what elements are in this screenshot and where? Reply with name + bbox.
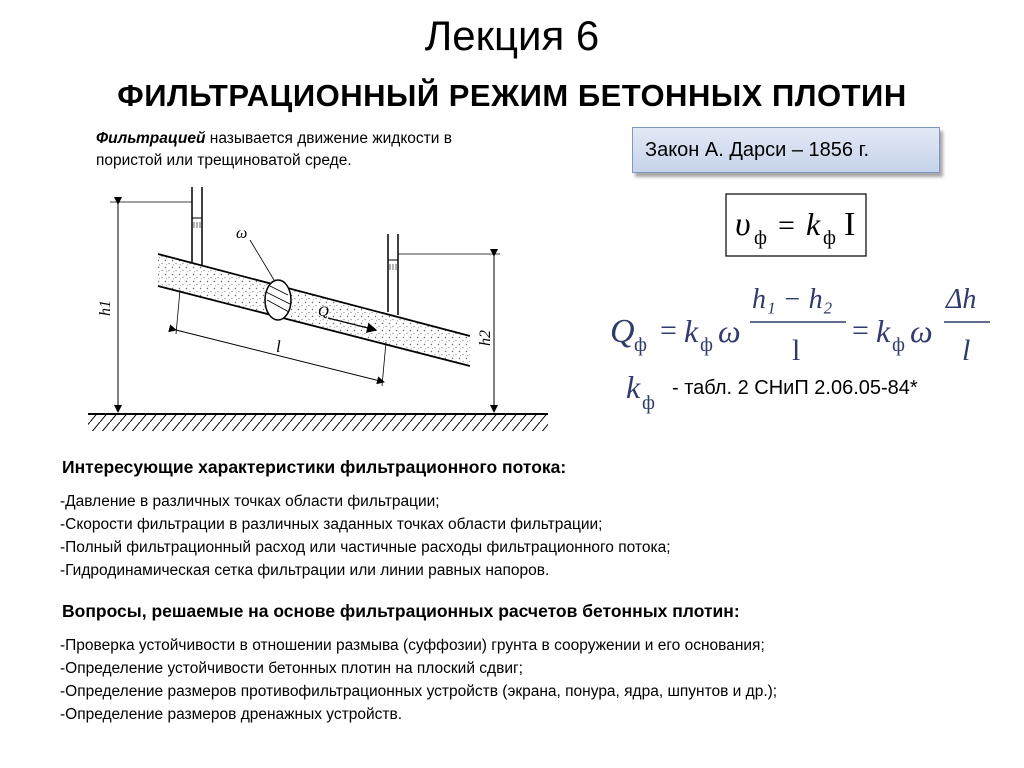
list-item: -Проверка устойчивости в отношении размыва (суффозии) грунта в сооружении и его основания; <box>60 637 765 654</box>
definition-text <box>96 128 596 172</box>
definition-line1: называется движение жидкости в <box>205 130 452 147</box>
list-item: -Давление в различных точках области фильтрации; <box>60 493 440 510</box>
list-item: -Определение размеров дренажных устройств. <box>60 706 403 723</box>
formula-1-I: I <box>844 206 856 243</box>
omega-leader <box>250 240 274 280</box>
kf-symbol: k <box>626 369 641 405</box>
formula-2-k2: k <box>876 313 891 349</box>
cross-section-omega <box>265 280 291 320</box>
kf-note: - табл. 2 СНиП 2.06.05-84* <box>672 377 918 399</box>
formula-2-eq2: = <box>852 314 869 347</box>
formula-1-k: k <box>806 206 821 242</box>
label-h2: h2 <box>477 330 494 346</box>
formula-1-v-sub: ф <box>754 227 767 249</box>
formula-1-k-sub: ф <box>823 227 836 249</box>
filtration-diagram <box>80 182 560 434</box>
list-item: -Определение размеров противофильтрационных устройств (экрана, понура, ядра, шпунтов и др.); <box>60 683 778 700</box>
list-item: -Скорости фильтрации в различных заданных точках области фильтрации; <box>60 516 603 533</box>
formula-2-numerator2: Δh <box>946 284 977 315</box>
formula-2-omega2: ω <box>910 313 933 349</box>
label-l: l <box>276 337 281 356</box>
section-2-title: Вопросы, решаемые на основе фильтрационных расчетов бетонных плотин: <box>62 601 740 621</box>
ground-hatch <box>88 415 548 431</box>
piezometer-2 <box>388 234 398 315</box>
darcy-law-box: Закон А. Дарси – 1856 г. <box>632 127 940 173</box>
list-item: -Полный фильтрационный расход или частичные расходы фильтрационного потока; <box>60 539 671 556</box>
pipe-sand-fill <box>158 254 470 366</box>
formula-2-numerator: h₁ − h₂ <box>752 284 833 315</box>
formula-panel <box>590 180 1010 430</box>
formula-2-eq1: = <box>660 314 677 347</box>
formula-2-k2-sub: ф <box>892 334 905 356</box>
formula-2-denominator2: l <box>962 334 971 367</box>
piezometer-1 <box>192 187 202 265</box>
label-omega: ω <box>236 225 248 242</box>
list-item: -Гидродинамическая сетка фильтрации или линии равных напоров. <box>60 562 550 579</box>
formula-2-denominator: l <box>792 334 801 367</box>
formula-2-Q-sub: ф <box>634 334 647 356</box>
formula-2-k1-sub: ф <box>700 334 713 356</box>
section-2-list <box>60 634 777 726</box>
label-h1: h1 <box>97 300 114 316</box>
list-item: -Определение устойчивости бетонных плотин на плоский сдвиг; <box>60 660 523 677</box>
formula-2-k1: k <box>684 313 699 349</box>
formula-1-v: υ <box>735 206 751 243</box>
section-1-list <box>60 490 671 582</box>
label-Q: Q <box>318 304 329 320</box>
definition-term: Фильтрацией <box>96 130 206 147</box>
definition-line2: пористой или трещиноватой среде. <box>96 152 352 169</box>
formula-1-eq: = <box>778 209 795 242</box>
lecture-title: Лекция 6 <box>424 12 600 59</box>
kf-symbol-sub: ф <box>642 392 655 414</box>
formula-2-Q: Q <box>610 313 635 350</box>
section-1-title: Интересующие характеристики фильтрационного потока: <box>62 457 567 477</box>
page-title: ФИЛЬТРАЦИОННЫЙ РЕЖИМ БЕТОННЫХ ПЛОТИН <box>117 78 907 113</box>
formula-2-omega1: ω <box>718 313 741 349</box>
